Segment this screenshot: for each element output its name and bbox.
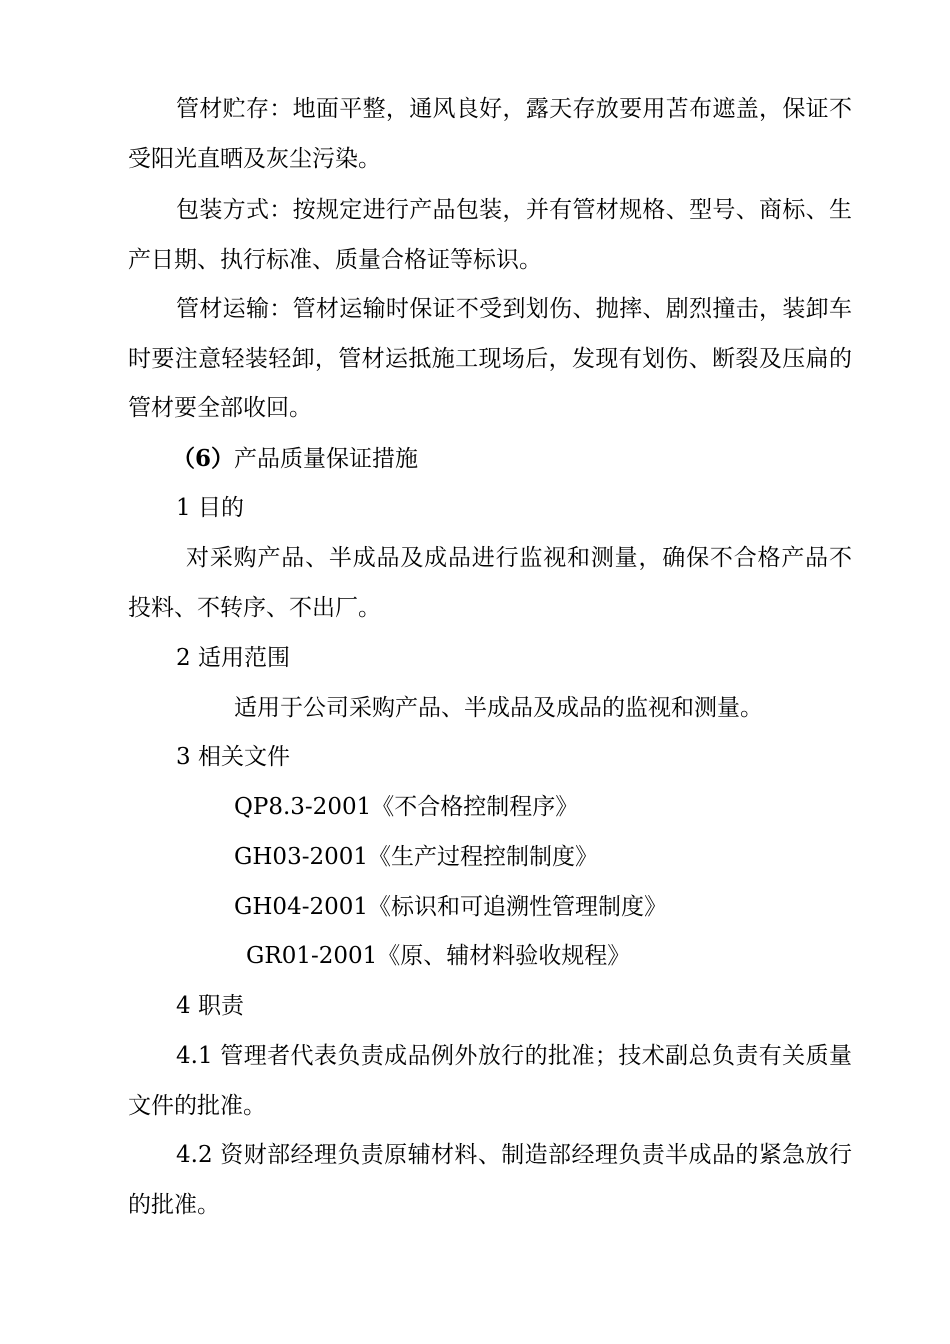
reference-doc: GH03-2001《生产过程控制制度》	[234, 844, 599, 870]
section-heading-6	[172, 434, 418, 485]
responsibility-item: 4.1 管理者代表负责成品例外放行的批准；技术副总负责有关质量文件的批准。	[128, 1043, 852, 1119]
heading-purpose: 1 目的	[176, 495, 244, 521]
paragraph-scope: 适用于公司采购产品、半成品及成品的监视和测量。	[234, 695, 763, 721]
section-number: （6）	[172, 445, 235, 472]
paragraph-purpose: 对采购产品、半成品及成品进行监视和测量，确保不合格产品不投料、不转序、不出厂。	[128, 545, 852, 621]
heading-responsibilities: 4 职责	[176, 993, 244, 1019]
section-title: 产品质量保证措施	[234, 446, 419, 472]
paragraph-packaging: 包装方式：按规定进行产品包装，并有管材规格、型号、商标、生产日期、执行标准、质量合格证等标识。	[128, 197, 852, 273]
reference-doc: GR01-2001《原、辅材料验收规程》	[246, 943, 631, 969]
heading-related-docs: 3 相关文件	[176, 744, 290, 770]
heading-scope: 2 适用范围	[176, 645, 290, 671]
paragraph-storage: 管材贮存：地面平整，通风良好，露天存放要用苫布遮盖，保证不受阳光直晒及灰尘污染。	[128, 96, 852, 172]
responsibility-item: 4.2 资财部经理负责原辅材料、制造部经理负责半成品的紧急放行的批准。	[128, 1142, 852, 1218]
reference-doc: QP8.3-2001《不合格控制程序》	[234, 794, 579, 820]
paragraph-transport: 管材运输：管材运输时保证不受到划伤、抛摔、剧烈撞击，装卸车时要注意轻装轻卸，管材运抵施工现场后，发现有划伤、断裂及压扁的管材要全部收回。	[128, 296, 852, 421]
reference-doc: GH04-2001《标识和可追溯性管理制度》	[234, 894, 668, 920]
